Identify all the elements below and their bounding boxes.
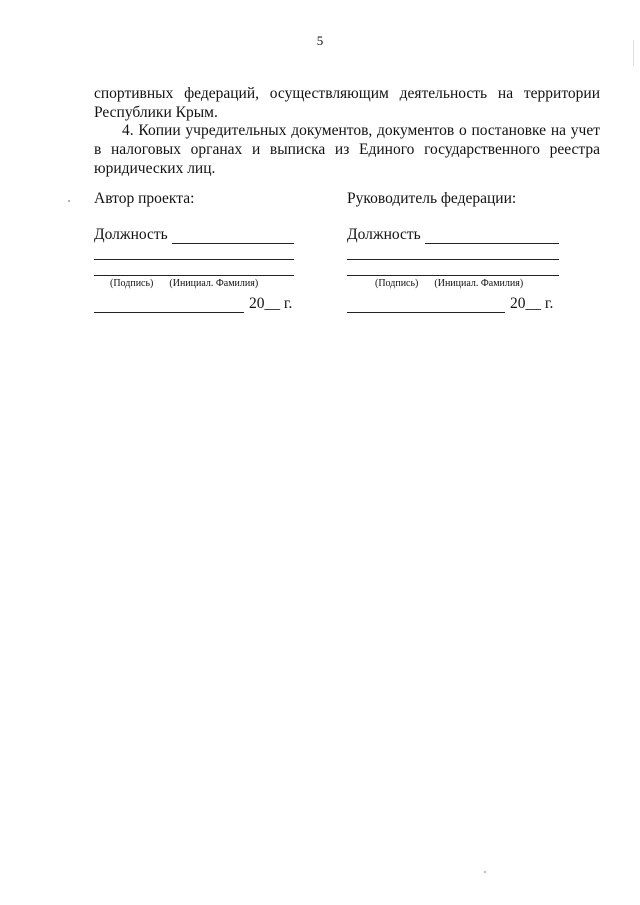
date-year: 20__ г.: [249, 295, 293, 312]
signature-blank: [94, 274, 294, 276]
caption-signature: (Подпись): [375, 278, 419, 289]
paragraph-continuation: спортивных федераций, осуществляющим деятельность на территории Республики Крым.: [94, 85, 600, 121]
caption-name: (Инициал. Фамилия): [169, 278, 259, 289]
date-year: 20__ г.: [510, 295, 554, 312]
signature-heading: Автор проекта:: [94, 190, 195, 207]
signature-caption: [94, 278, 294, 289]
position-blank: [425, 227, 559, 244]
caption-signature: (Подпись): [110, 278, 154, 289]
position-blank: [172, 227, 294, 244]
position-line: [347, 222, 559, 244]
position-label: Должность: [347, 226, 421, 243]
signature-caption: [347, 278, 559, 289]
paragraph-item-4: 4. Копии учредительных документов, документов о постановке на учет в налоговых органах и выписка из Единого государственного реестра юридических лиц.: [94, 122, 600, 177]
signature-blank: [347, 274, 559, 276]
blank-line: [94, 258, 294, 260]
date-line: [94, 293, 294, 313]
scan-speck: [484, 871, 486, 873]
signature-heading: Руководитель федерации:: [347, 190, 517, 207]
signature-block-federation-head: [347, 189, 559, 313]
date-blank: [347, 298, 505, 313]
blank-line: [347, 258, 559, 260]
signature-block-author: [94, 189, 294, 313]
page-number: 5: [316, 33, 324, 48]
position-line: [94, 222, 294, 244]
position-label: Должность: [94, 226, 168, 243]
caption-name: (Инициал. Фамилия): [434, 278, 524, 289]
scan-speck: [68, 200, 70, 202]
date-blank: [94, 298, 244, 313]
date-line: [347, 293, 559, 313]
